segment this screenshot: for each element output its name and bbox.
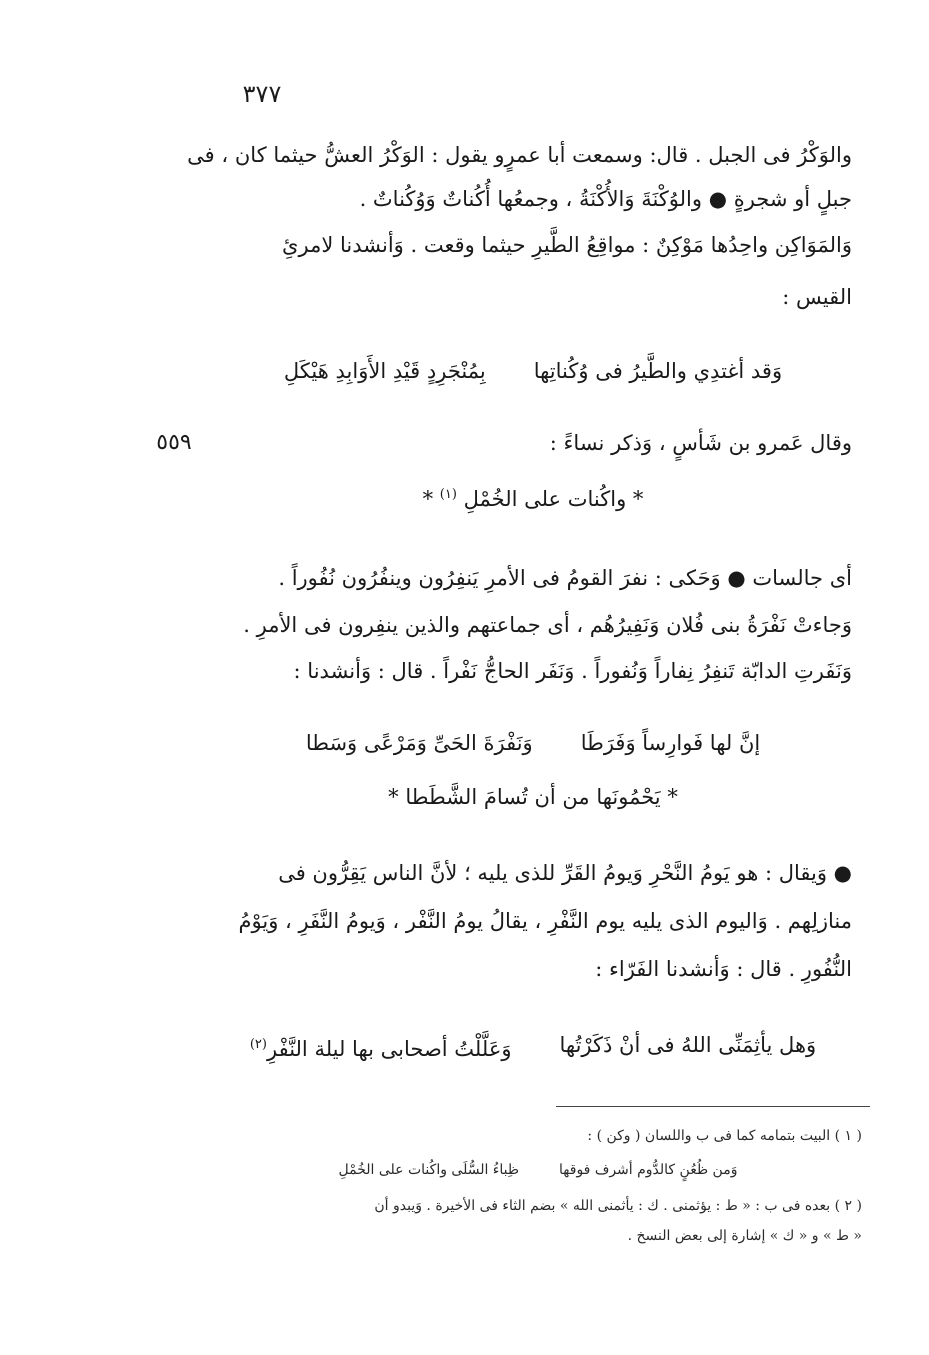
body-line: منازلِهم . وَاليوم الذى يليه يوم النَّفْرِ ، يقالُ يومُ النَّفْر ، وَيومُ النَّفَرِ ، وَيَوْمُ [238, 909, 852, 933]
verse-hemistich-right: وَهل يأثِمَنِّى اللهُ فى أنْ ذَكَرْتُها [559, 1033, 817, 1057]
body-line: ● وَيقال : هو يَومُ النَّحْرِ وَيومُ القَرِّ للذى يليه ؛ لأنَّ الناس يَقِرُّون فى [278, 861, 852, 885]
verse-hemistich-left: بِمُنْجَرِدٍ قَيْدِ الأَوَابِدِ هَيْكَلِ [283, 359, 486, 383]
body-line: جبلٍ أو شجرةٍ ● والوُكْنَةَ وَالأُكْنَةُ ، وجمعُها أُكُناتٌ وَوُكُناتٌ . [359, 187, 852, 211]
hemistich-line [214, 480, 852, 514]
hemistich-text: * واكُنات على الخُمْلِ [463, 487, 644, 511]
body-line: القيس : [782, 285, 852, 309]
footnote-line: « ط » و « ك » إشارة إلى بعض النسخ . [627, 1228, 862, 1244]
verse-hemistich-left: وَعَلَّلْتُ أصحابى بها ليلة النَّفْرِ [266, 1037, 512, 1061]
footnote-marker: (٢) [249, 1037, 267, 1052]
body-line: وَنَفَرتِ الدابّة تَنفِرُ نِفاراً وَنُفوراً . وَنَفَر الحاجُّ نَفْراً . قال : وَأنشدنا : [293, 659, 852, 683]
footnote-verse [214, 1160, 862, 1180]
body-line: وَجاءتْ نَفْرَةُ بنى فُلان وَنَفِيرُهُم ، أى جماعتهم والذين ينفِرون فى الأمرِ . [243, 613, 852, 637]
footnote-marker: (١) [439, 487, 457, 502]
verse-hemistich-right: وَقد أغتدِي والطَّيرُ فى وُكُناتِها [533, 359, 783, 383]
verse-line [214, 356, 852, 386]
verse-hemistich-left-wrap [250, 1030, 512, 1064]
verse-hemistich-left: وَنَفْرَةَ الحَىِّ وَمَرْعًى وَسَطا [305, 731, 533, 755]
footnote-verse-right: وَمن ظُعُنٍ كالدُّوم أشرف فوقها [559, 1162, 738, 1178]
body-line: أى جالسات ● وَحَكى : نفرَ القومُ فى الأمرِ يَنفِرُون وينفُرُون نُفُوراً . [278, 566, 852, 590]
footnote-line: ( ٢ ) بعده فى ب : « ط : يؤثمنى . ك : يأثمنى الله » بضم الثاء فى الأخيرة . وَيبدو أن [374, 1198, 862, 1214]
body-line: وَالمَوَاكِن واحِدُها مَوْكِنٌ : مواقِعُ الطَّيرِ حيثما وقعت . وَأنشدنا لامرئِ [282, 233, 852, 257]
body-line: والوَكْرُ فى الجبل . قال: وسمعت أبا عمرٍو يقول : الوَكْرُ العشُّ حيثما كان ، فى [187, 143, 852, 167]
verse-line [214, 1030, 852, 1064]
body-line: وقال عَمرو بن شَأسٍ ، وَذكر نساءً : [549, 431, 852, 455]
verse-hemistich-right: إنَّ لها فَوارِساً وَفَرَطَا [580, 731, 761, 755]
footnote-line: ( ١ ) البيت بتمامه كما فى ب واللسان ( وكن ) : [587, 1128, 862, 1144]
hemistich-line: * يَحْمُونَها من أن تُسامَ الشَّطَطا * [388, 785, 678, 809]
margin-reference-number: ٥٥٩ [156, 430, 192, 455]
verse-line [214, 728, 852, 758]
page-number: ٣٧٧ [242, 80, 282, 108]
footnote-verse-left: ظِباءُ السُّلَى واكُنات على الخُمْلِ [338, 1162, 520, 1178]
footnote-separator [556, 1106, 870, 1107]
hemistich-star: * [422, 487, 434, 511]
body-line: النُّفُورِ . قال : وَأنشدنا الفَرّاء : [595, 957, 852, 981]
